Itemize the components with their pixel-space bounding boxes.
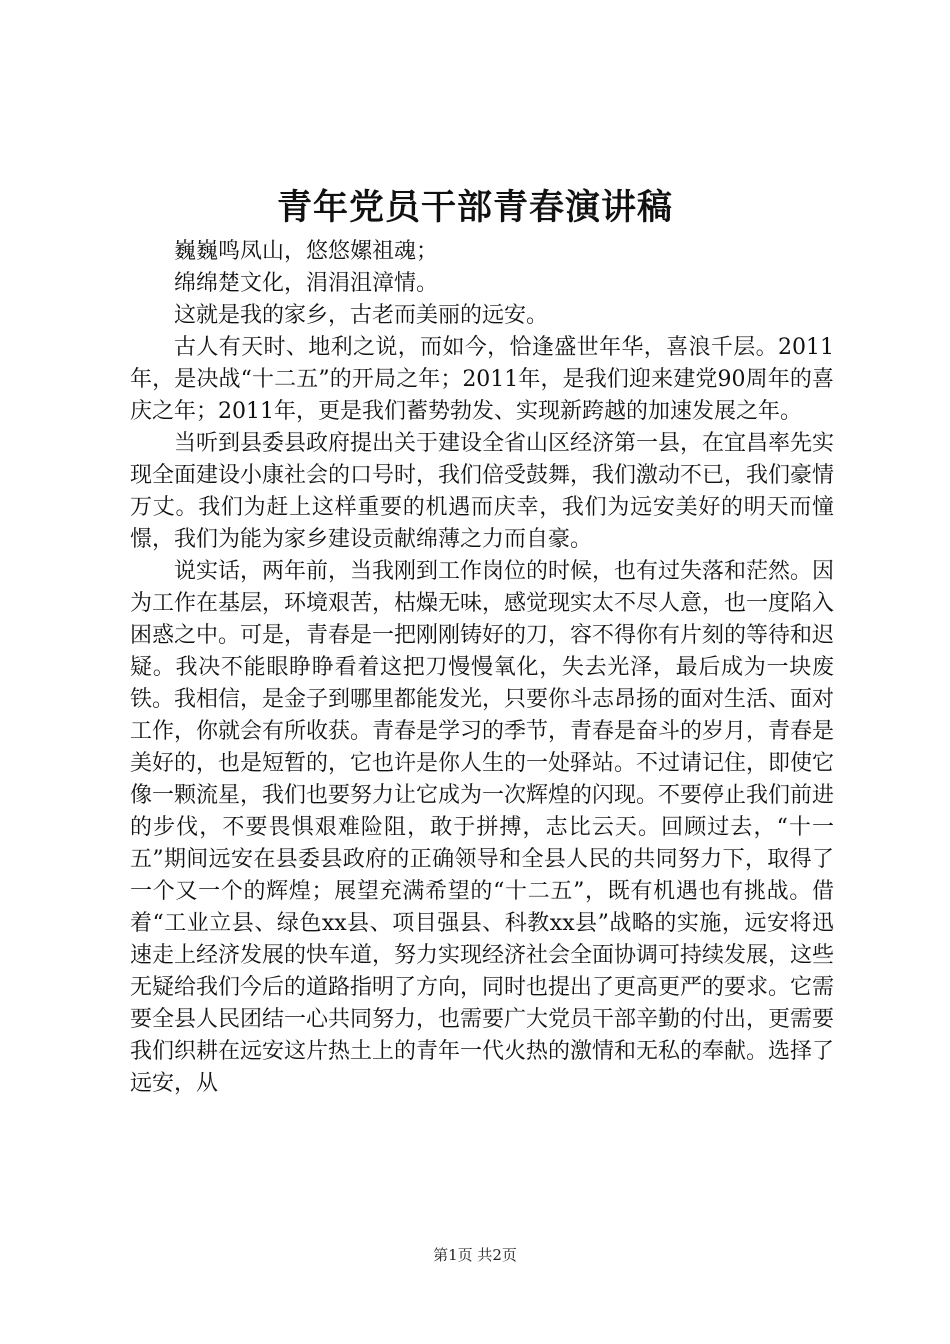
document-body — [130, 236, 834, 1100]
paragraph: 说实话，两年前，当我刚到工作岗位的时候，也有过失落和茫然。因为工作在基层，环境艰苦，枯燥无味，感觉现实太不尽人意，也一度陷入困惑之中。可是，青春是一把刚刚铸好的刀，容不得你有片刻的等待和迟疑。我决不能眼睁睁看着这把刀慢慢氧化，失去光泽，最后成为一块废铁。我相信，是金子到哪里都能发光，只要你斗志昂扬的面对生活、面对工作，你就会有所收获。青春是学习的季节，青春是奋斗的岁月，青春是美好的，也是短暂的，它也许是你人生的一处驿站。不过请记住，即使它像一颗流星，我们也要努力让它成为一次辉煌的闪现。不要停止我们前进的步伐，不要畏惧艰难险阻，敢于拼搏，志比云天。回顾过去，“十一五”期间远安在县委县政府的正确领导和全县人民的共同努力下，取得了一个又一个的辉煌；展望充满希望的“十二五”，既有机遇也有挑战。借着“工业立县、绿色xx县、项目强县、科教xx县”战略的实施，远安将迅速走上经济发展的快车道，努力实现经济社会全面协调可持续发展，这些无疑给我们今后的道路指明了方向，同时也提出了更高更严的要求。它需要全县人民团结一心共同努力，也需要广大党员干部辛勤的付出，更需要我们织耕在远安这片热土上的青年一代火热的激情和无私的奉献。选择了远安，从 — [130, 559, 835, 1096]
paragraph: 古人有天时、地利之说，而如今，恰逢盛世年华，喜浪千层。2011年，是决战“十二五”的开局之年；2011年，是我们迎来建党90周年的喜庆之年；2011年，更是我们蓄势勃发、实现新跨越的加速发展之年。 — [130, 335, 834, 424]
paragraph: 当听到县委县政府提出关于建设全省山区经济第一县，在宜昌率先实现全面建设小康社会的口号时，我们倍受鼓舞，我们激动不已，我们豪情万丈。我们为赶上这样重要的机遇而庆幸，我们为远安美好的明天而憧憬，我们为能为家乡建设贡献绵薄之力而自豪。 — [130, 431, 835, 552]
verse-line: 巍巍鸣凤山，悠悠嫘祖魂； — [174, 239, 439, 264]
verse-line: 这就是我的家乡，古老而美丽的远安。 — [174, 303, 549, 328]
verse-line: 绵绵楚文化，涓涓沮漳情。 — [174, 271, 439, 296]
page-number-footer: 第1页 共2页 — [433, 1246, 517, 1264]
document-title: 青年党员干部青春演讲稿 — [276, 187, 673, 228]
